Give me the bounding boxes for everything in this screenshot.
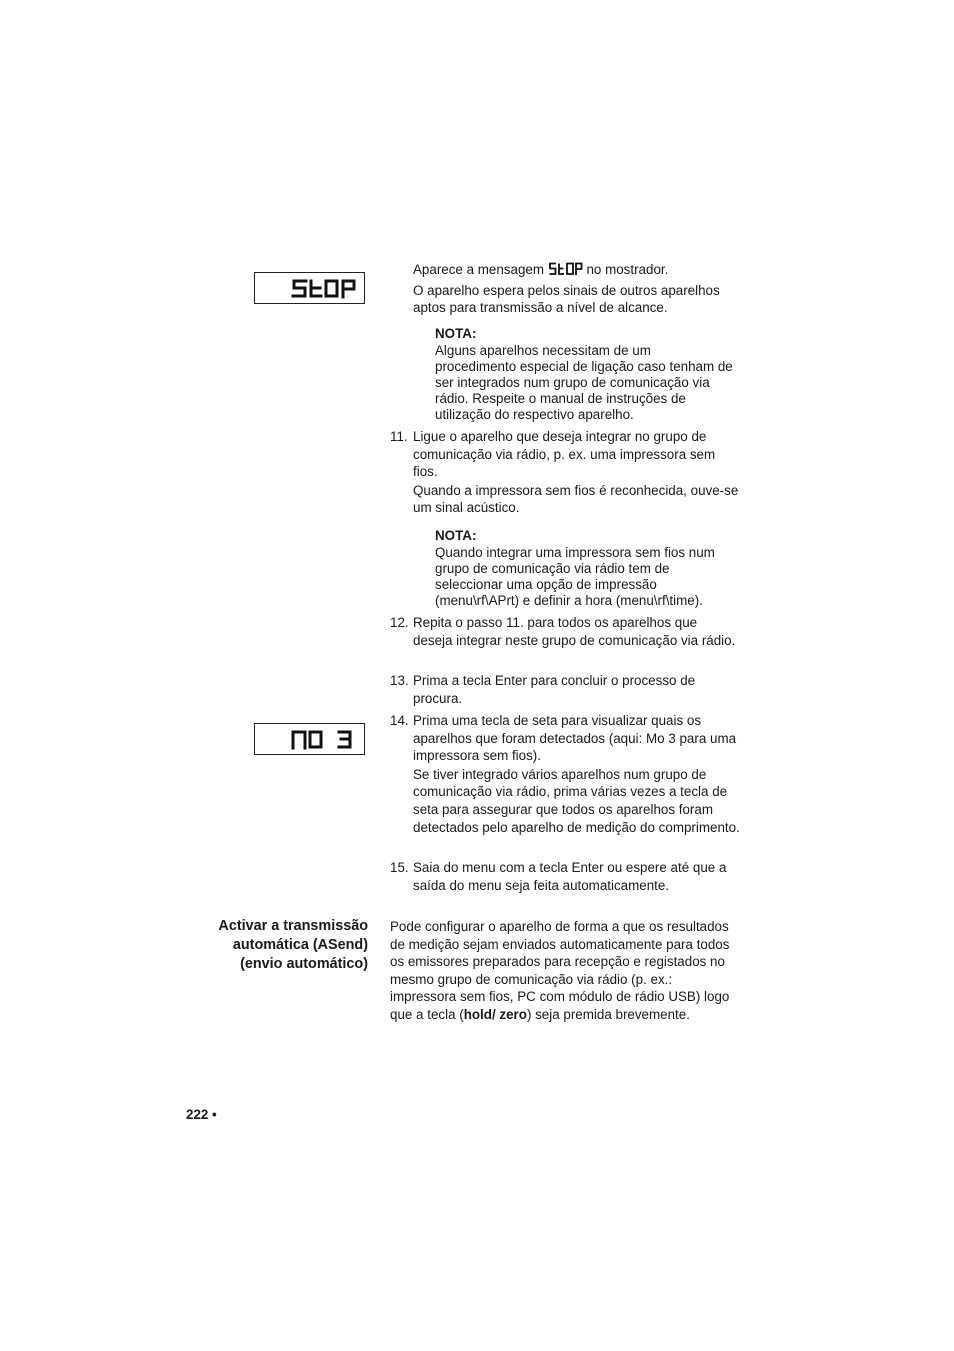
section-body-after: ) seja premida brevemente. [526,1006,690,1022]
note-2-heading: NOTA: [435,528,477,543]
step-11-number: 11. [390,429,408,444]
note-1-heading: NOTA: [435,326,477,341]
lcd-display-no3 [254,723,365,755]
intro-line1: Aparece a mensagem no mostrador. [413,261,738,281]
step-14-text: Prima uma tecla de seta para visualizar quais os aparelhos que foram detectados (aqui: Mo 3 para uma impressora sem fios). [413,713,737,764]
section-heading [168,917,368,974]
section-heading-line2: automática (ASend) [232,937,368,953]
section-heading-line1: Activar a transmissão [218,918,368,934]
step-12-number: 12. [390,615,409,630]
note-2 [435,527,735,609]
lcd-no3-glyphs [255,724,366,756]
page-number: 222 • [186,1107,217,1122]
step-11-text2: Quando a impressora sem fios é reconhecida, ouve-se um sinal acústico. [413,482,739,516]
lcd-display-stop [254,272,365,304]
note-1-text: Alguns aparelhos necessitam de um procedimento especial de ligação caso tenham de ser integrados num grupo de comunicação via rádio. Respeite o manual de instruções de utilização do respectivo aparelho. [435,342,733,423]
step-12-text: Repita o passo 11. para todos os aparelhos que deseja integrar neste grupo de comunicação via rádio. [413,615,736,648]
section-heading-line3: (envio automático) [240,956,368,972]
step-12 [390,614,740,649]
step-11 [390,428,740,517]
step-11-text: Ligue o aparelho que deseja integrar no grupo de comunicação via rádio, p. ex. uma impressora sem fios. [413,429,716,480]
inline-stop-display [548,262,583,281]
step-14-number: 14. [390,713,409,728]
step-15 [390,859,740,894]
intro-block [413,261,738,317]
step-14-text2: Se tiver integrado vários aparelhos num grupo de comunicação via rádio, prima várias vezes a tecla de seta para assegurar que todos os aparelhos foram detectados pelo aparelho de medição do comprimento. [413,766,740,835]
section-body-key: hold/ zero [463,1006,527,1022]
step-15-text: Saia do menu com a tecla Enter ou espere até que a saída do menu seja feita automaticamente. [413,860,727,893]
section-body-before: Pode configurar o aparelho de forma a que os resultados de medição sejam enviados automaticamente para todos os emissores preparados para recepção e registados no mesmo grupo de comunicação via rádio (p. ex.: impressora sem fios, PC com módulo de rádio USB) logo que a tecla ( [390,919,730,1022]
lcd-stop-glyphs [255,273,366,305]
step-13-text: Prima a tecla Enter para concluir o processo de procura. [413,673,696,706]
step-13 [390,672,740,707]
intro-line2: O aparelho espera pelos sinais de outros aparelhos aptos para transmissão a nível de alcance. [413,282,720,316]
note-2-text: Quando integrar uma impressora sem fios num grupo de comunicação via rádio tem de seleccionar uma opção de impressão (menu\rf\APrt) e definir a hora (menu\rf\time). [435,544,715,609]
step-13-number: 13. [390,673,409,688]
step-14 [390,712,740,836]
section-body [390,918,735,1024]
step-15-number: 15. [390,860,409,875]
note-1 [435,325,735,424]
